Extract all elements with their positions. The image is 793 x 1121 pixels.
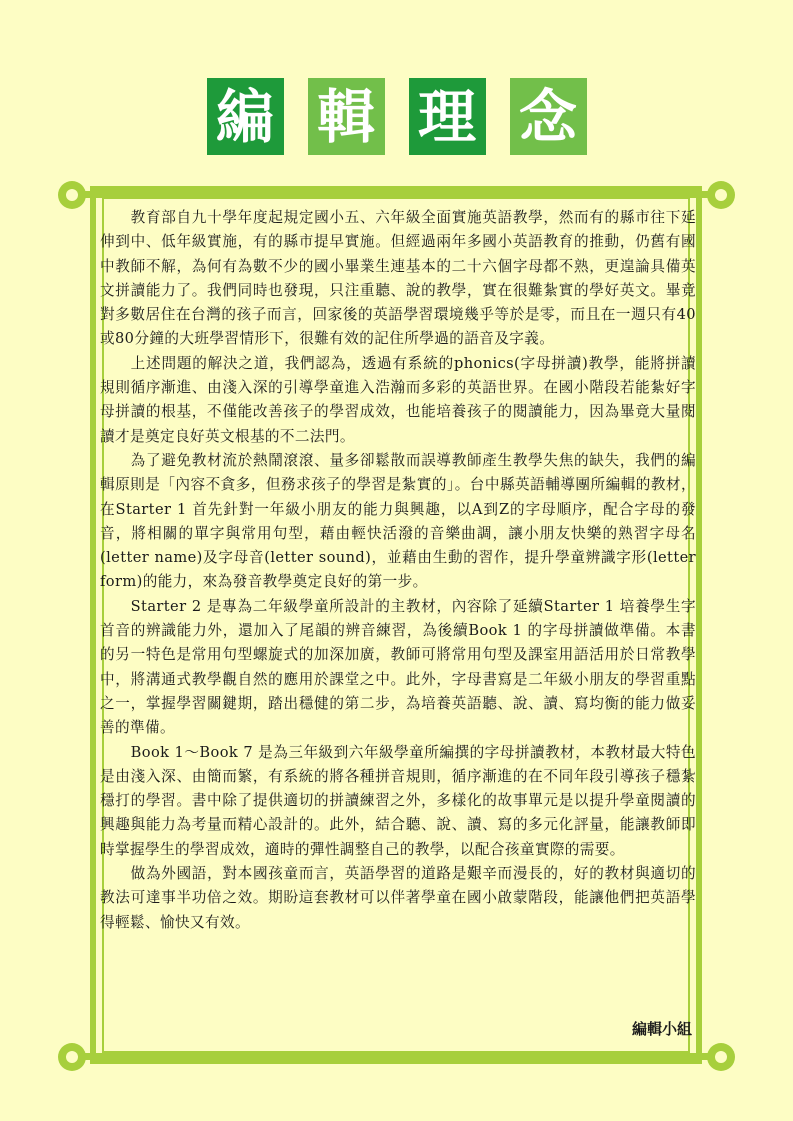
page-title xyxy=(0,78,793,155)
paragraph-3: 為了避免教材流於熱鬧滾滾、量多卻鬆散而誤導教師產生教學失焦的缺失，我們的編輯原則是「內容不貪多，但務求孩子的學習是紮實的」。台中縣英語輔導團所編輯的教材，在Starter 1 首先針對一年級小朋友的能力與興趣，以A到Z的字母順序，配合字母的發音，將相關的單字與常用句型，藉由輕快活潑的音樂曲調，讓小朋友快樂的熟習字母名(letter name)及字母音(letter sound)，並藉由生動的習作，提升學童辨識字形(letter form)的能力，來為發音教學奠定良好的第一步。 xyxy=(100,451,696,591)
body-text xyxy=(100,206,696,935)
frame-corner-knob-top-left xyxy=(58,181,86,209)
frame-corner-knob-bottom-left xyxy=(58,1043,86,1071)
title-char-3: 理 xyxy=(409,78,486,155)
paragraph-1: 教育部自九十學年度起規定國小五、六年級全面實施英語教學，然而有的縣市往下延伸到中、低年級實施，有的縣市提早實施。但經過兩年多國小英語教育的推動，仍舊有國中教師不解，為何有為數不少的國小畢業生連基本的二十六個字母都不熟，更遑論具備英文拼讀能力了。我們同時也發現，只注重聽、說的教學，實在很難紮實的學好英文。畢竟對多數居住在台灣的孩子而言，回家後的英語學習環境幾乎等於是零，而且在一週只有40或80分鐘的大班學習情形下，很難有效的記住所學過的語音及字義。 xyxy=(100,209,696,348)
frame-corner-knob-bottom-right xyxy=(707,1043,735,1071)
title-char-2: 輯 xyxy=(308,78,385,155)
paragraph-2: 上述問題的解決之道，我們認為，透過有系統的phonics(字母拼讀)教學，能將拼讀規則循序漸進、由淺入深的引導學童進入浩瀚而多彩的英語世界。在國小階段若能紮好字母拼讀的根基，不僅能改善孩子的學習成效，也能培養孩子的閱讀能力，因為畢竟大量閱讀才是奠定良好英文根基的不二法門。 xyxy=(100,354,696,445)
signature: 編輯小組 xyxy=(631,1020,692,1038)
frame-corner-knob-top-right xyxy=(707,181,735,209)
paragraph-4: Starter 2 是專為二年級學童所設計的主教材，內容除了延續Starter 1 培養學生字首音的辨識能力外，還加入了尾韻的辨音練習，為後續Book 1 的字母拼讀做準備。本書的另一特色是常用句型螺旋式的加深加廣，教師可將常用句型及課室用語活用於日常教學中，將溝通式教學觀自然的應用於課堂之中。此外，字母書寫是二年級小朋友的學習重點之一，掌握學習關鍵期，踏出穩健的第二步，為培養英語聽、說、讀、寫均衡的能力做妥善的準備。 xyxy=(100,597,696,737)
title-char-1: 編 xyxy=(207,78,284,155)
paragraph-5: Book 1～Book 7 是為三年級到六年級學童所編撰的字母拼讀教材，本教材最大特色是由淺入深、由簡而繁，有系統的將各種拼音規則，循序漸進的在不同年段引導孩子穩紮穩打的學習。書中除了提供適切的拼讀練習之外，多樣化的故事單元是以提升學童閱讀的興趣與能力為考量而精心設計的。此外，結合聽、說、讀、寫的多元化評量，能讓教師即時掌握學生的學習成效，適時的彈性調整自己的教學，以配合孩童實際的需要。 xyxy=(100,743,696,858)
title-char-4: 念 xyxy=(510,78,587,155)
paragraph-6: 做為外國語，對本國孩童而言，英語學習的道路是艱辛而漫長的，好的教材與適切的教法可達事半功倍之效。期盼這套教材可以伴著學童在國小啟蒙階段，能讓他們把英語學得輕鬆、愉快又有效。 xyxy=(100,865,696,931)
